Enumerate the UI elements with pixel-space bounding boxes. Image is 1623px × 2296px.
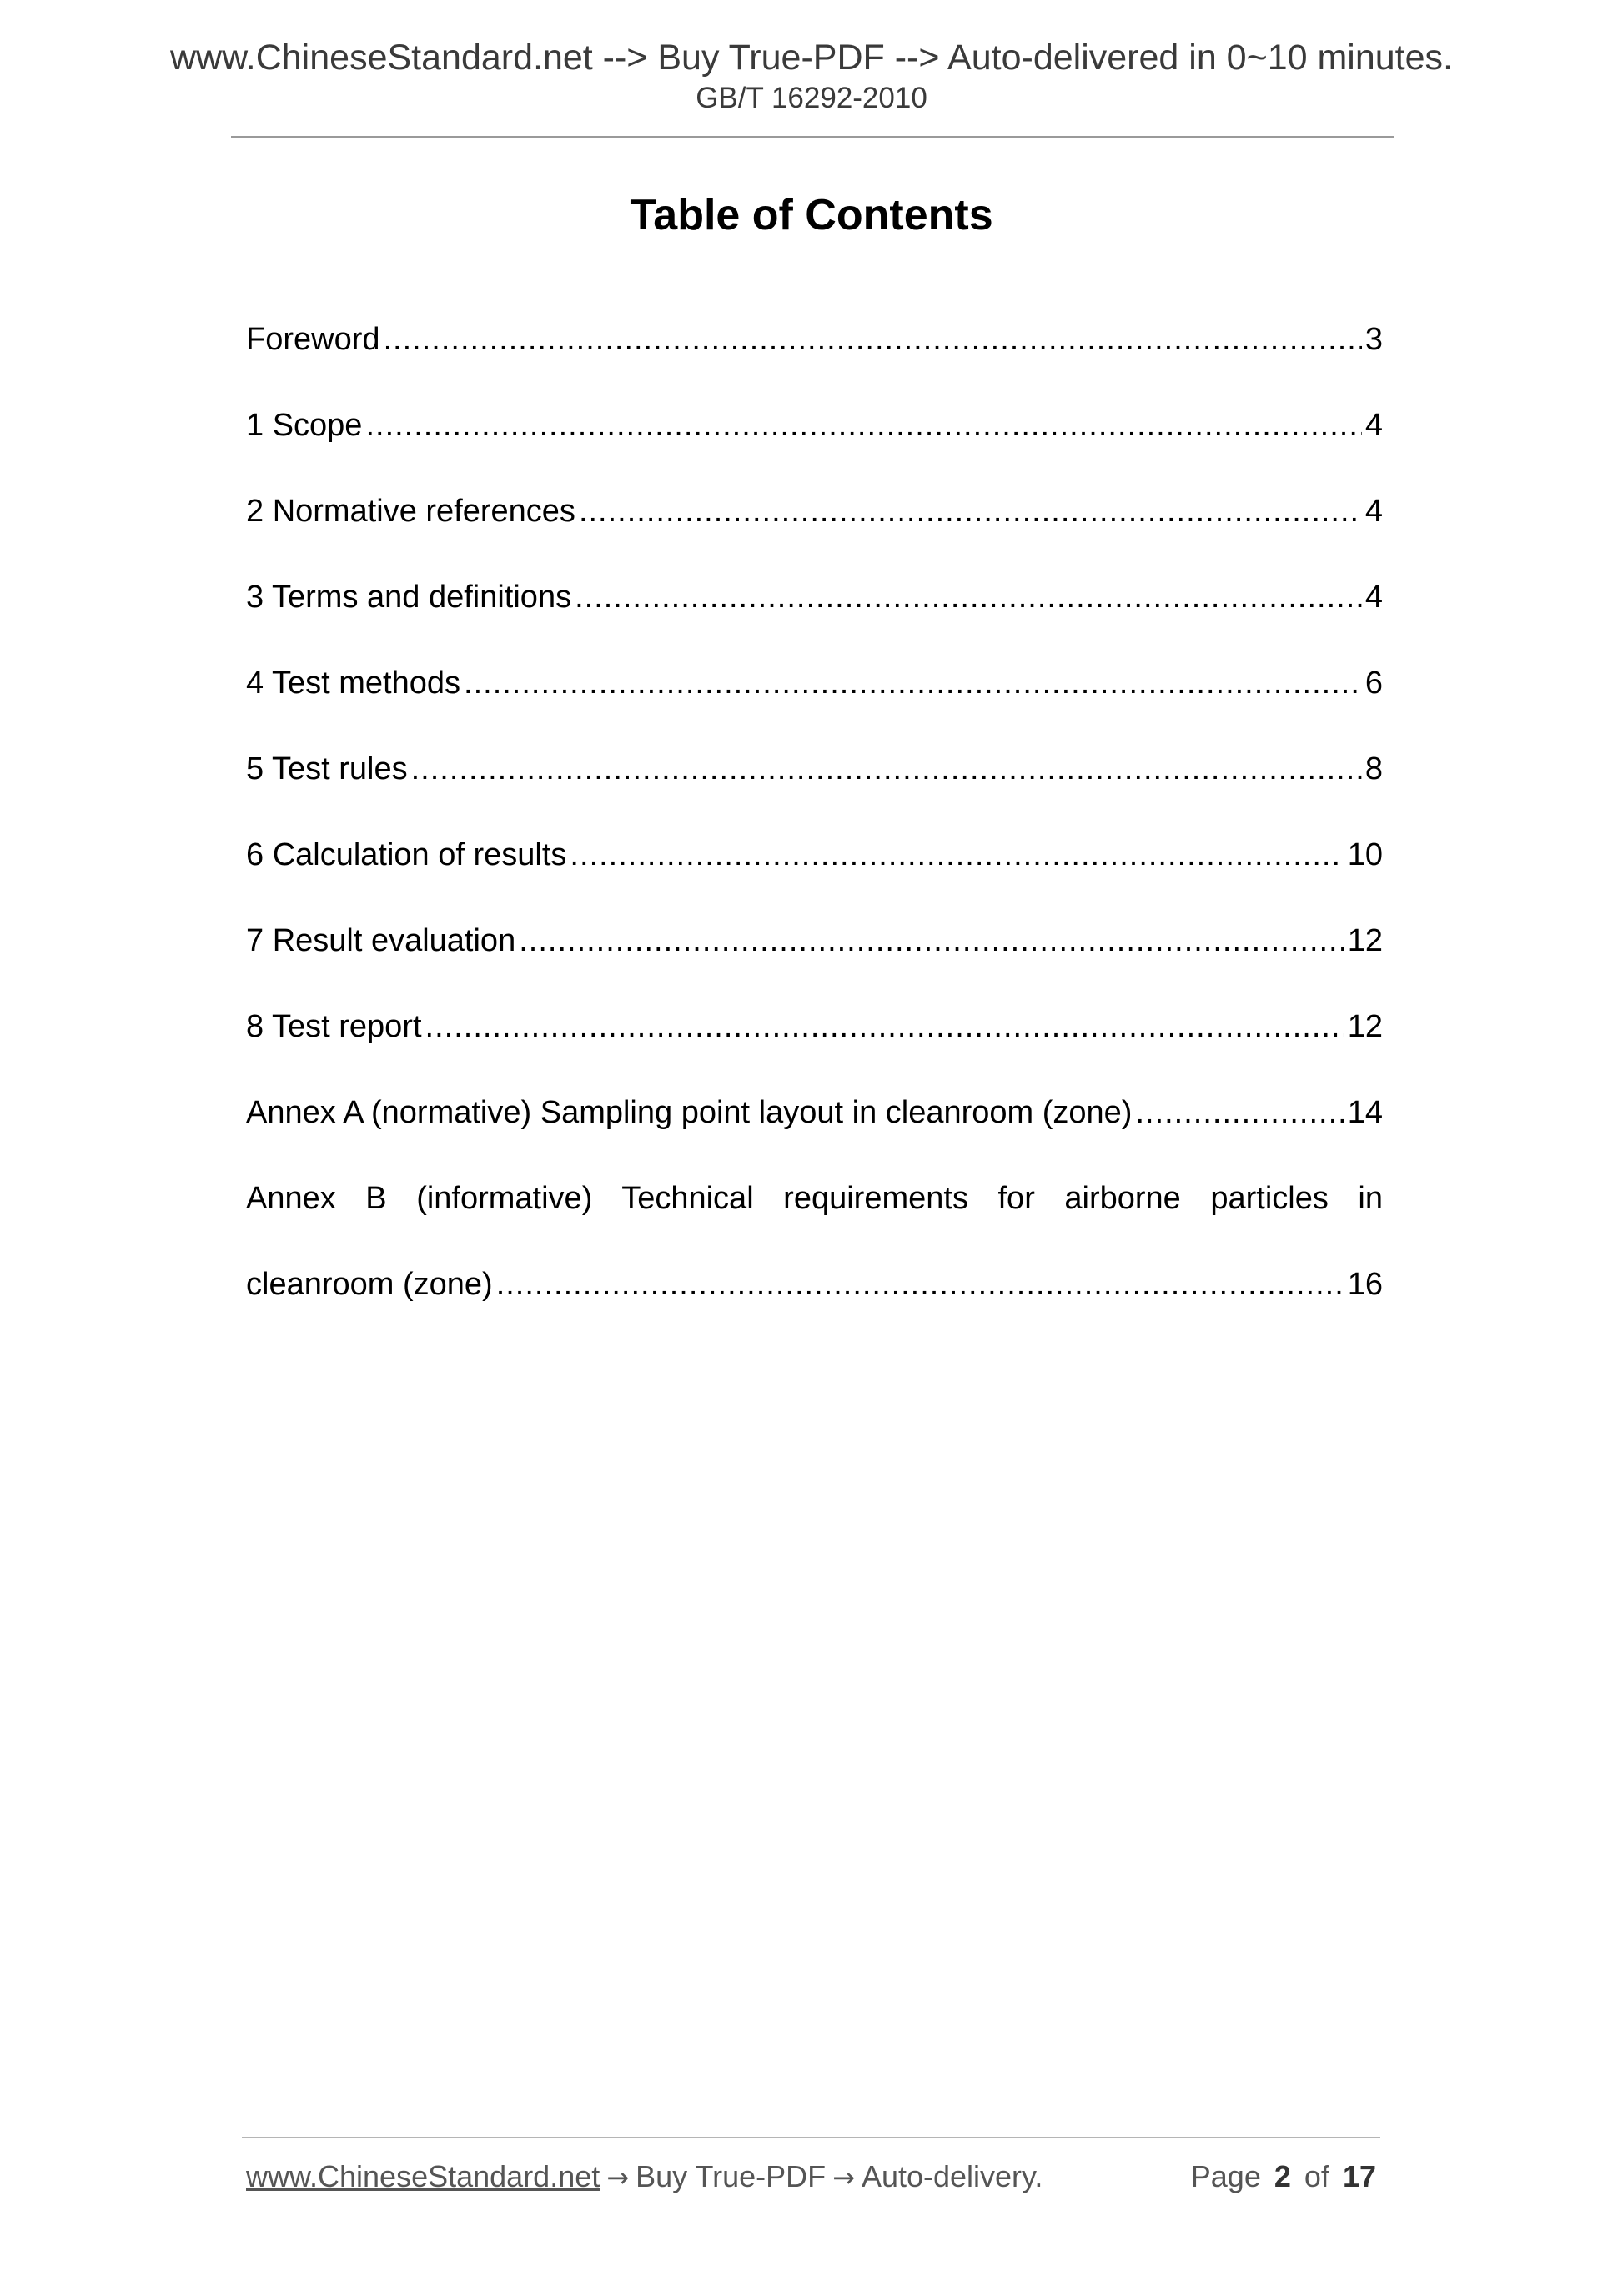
- footer-text-delivery: Auto-delivery.: [861, 2159, 1043, 2193]
- toc-leader-dots: [1135, 1095, 1344, 1131]
- table-of-contents: [246, 322, 1383, 1353]
- toc-entry-page: 12: [1347, 923, 1383, 958]
- page-indicator: [1186, 2159, 1376, 2193]
- page-prefix: Page: [1190, 2159, 1261, 2193]
- footer-left: [246, 2159, 1043, 2193]
- toc-entry-label: Foreword: [246, 322, 380, 357]
- toc-entry-page: 6: [1364, 666, 1383, 701]
- top-banner: www.ChineseStandard.net --> Buy True-PDF --> Auto-delivered in 0~10 minutes.: [169, 38, 1453, 78]
- toc-entry-annex-b-continued[interactable]: [246, 1267, 1383, 1353]
- toc-entry-page: 4: [1364, 580, 1383, 615]
- right-arrow-icon: →: [832, 2162, 855, 2193]
- right-arrow-icon: →: [606, 2162, 630, 2193]
- toc-entry-normative-references[interactable]: [246, 494, 1383, 580]
- page-current: 2: [1274, 2159, 1291, 2193]
- toc-entry-label: 6 Calculation of results: [246, 837, 567, 872]
- toc-leader-dots: [425, 1009, 1344, 1045]
- toc-entry-test-rules[interactable]: [246, 751, 1383, 837]
- toc-entry-label: 3 Terms and definitions: [246, 580, 572, 615]
- footer-text-buy: Buy True-PDF: [636, 2159, 827, 2193]
- toc-entry-terms-definitions[interactable]: [246, 580, 1383, 666]
- toc-leader-dots: [579, 494, 1362, 530]
- toc-entry-label: 4 Test methods: [246, 666, 461, 701]
- toc-entry-label: cleanroom (zone): [246, 1267, 493, 1302]
- footer-divider: [242, 2137, 1380, 2138]
- footer: [246, 2159, 1376, 2193]
- page-total: 17: [1342, 2159, 1376, 2193]
- page-of: of: [1304, 2159, 1329, 2193]
- toc-entry-result-evaluation[interactable]: [246, 923, 1383, 1009]
- toc-entry-page: 4: [1364, 494, 1383, 529]
- toc-leader-dots: [384, 322, 1362, 358]
- toc-entry-calculation-results[interactable]: [246, 837, 1383, 923]
- toc-entry-label: 2 Normative references: [246, 494, 575, 529]
- toc-leader-dots: [365, 408, 1361, 444]
- toc-entry-scope[interactable]: [246, 408, 1383, 494]
- toc-entry-page: 12: [1347, 1009, 1383, 1044]
- toc-leader-dots: [496, 1267, 1344, 1303]
- toc-entry-test-report[interactable]: [246, 1009, 1383, 1095]
- toc-leader-dots: [519, 923, 1344, 959]
- toc-entry-label: 8 Test report: [246, 1009, 422, 1044]
- toc-entry-page: 8: [1364, 751, 1383, 786]
- toc-entry-label: Annex A (normative) Sampling point layout in cleanroom (zone): [246, 1095, 1133, 1130]
- toc-leader-dots: [464, 666, 1362, 701]
- toc-entry-label: Annex B (informative) Technical requirements for airborne particles in: [246, 1181, 1383, 1216]
- toc-entry-label: 7 Result evaluation: [246, 923, 516, 958]
- header-divider: [231, 136, 1394, 138]
- standard-code: GB/T 16292-2010: [696, 82, 927, 114]
- toc-entry-label: 5 Test rules: [246, 751, 408, 786]
- toc-entry-page: 14: [1347, 1095, 1383, 1130]
- toc-entry-label: 1 Scope: [246, 408, 363, 443]
- toc-leader-dots: [575, 580, 1362, 615]
- toc-entry-test-methods[interactable]: [246, 666, 1383, 751]
- toc-leader-dots: [411, 751, 1362, 787]
- toc-title: Table of Contents: [630, 191, 993, 239]
- toc-entry-foreword[interactable]: [246, 322, 1383, 408]
- toc-entry-page: 3: [1364, 322, 1383, 357]
- toc-entry-annex-b[interactable]: [246, 1181, 1383, 1267]
- toc-entry-page: 16: [1347, 1267, 1383, 1302]
- toc-entry-page: 10: [1347, 837, 1383, 872]
- toc-entry-page: 4: [1364, 408, 1383, 443]
- footer-site-link[interactable]: www.ChineseStandard.net: [246, 2159, 600, 2193]
- toc-leader-dots: [570, 837, 1344, 873]
- toc-entry-annex-a[interactable]: [246, 1095, 1383, 1181]
